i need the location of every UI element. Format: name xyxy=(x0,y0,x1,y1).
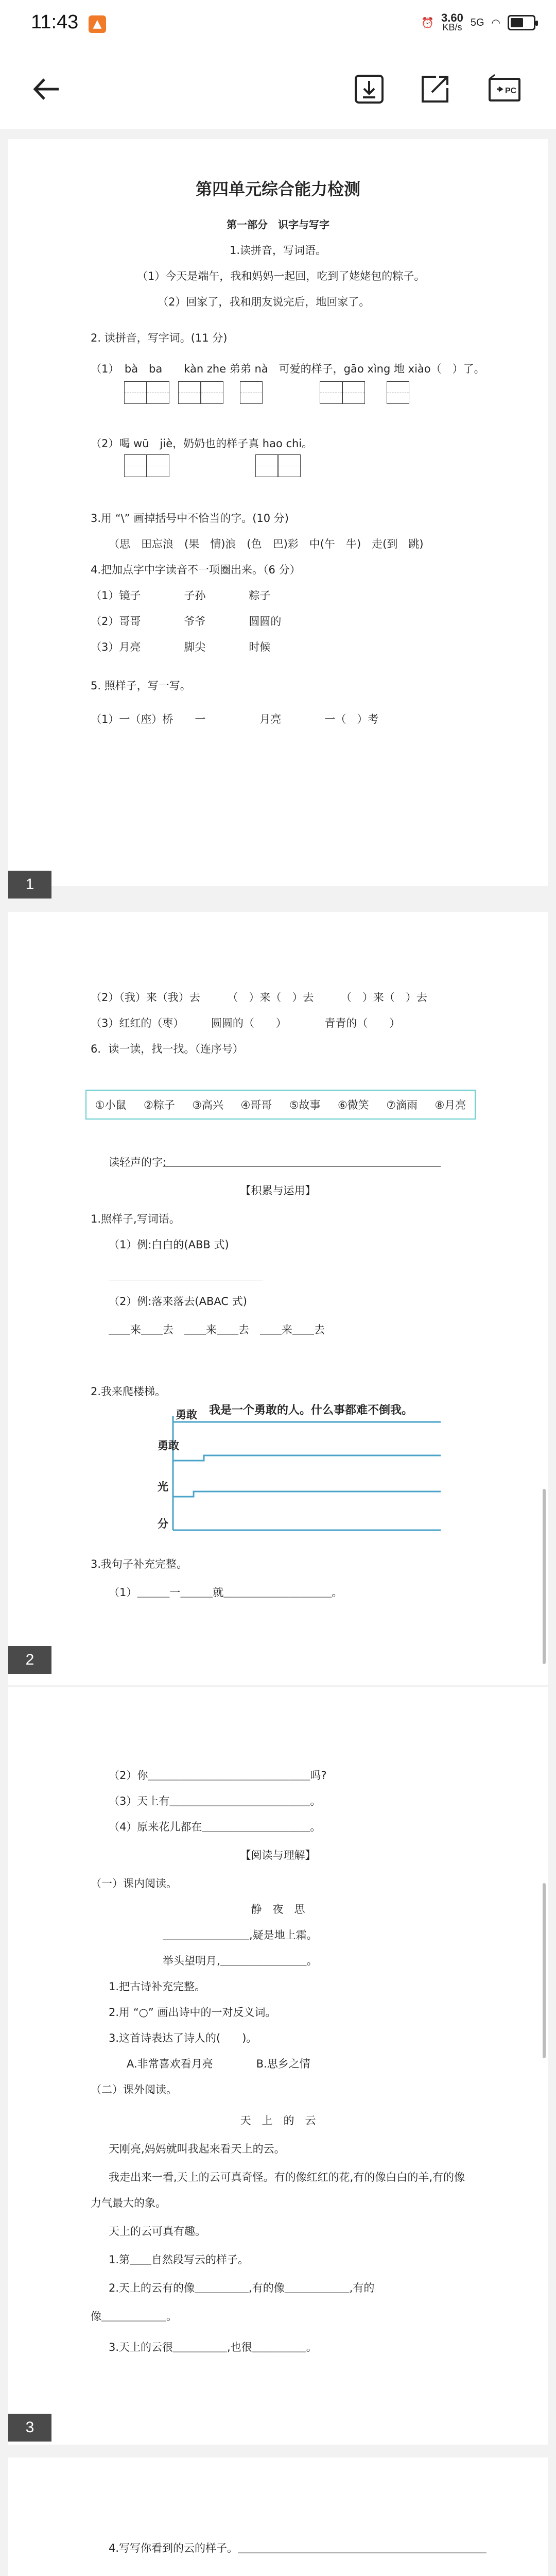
writing-grid[interactable] xyxy=(240,381,263,404)
choice-item[interactable]: ⑧月亮 xyxy=(435,1099,466,1111)
download-icon[interactable] xyxy=(346,66,392,112)
question-text: （一）课内阅读。 xyxy=(91,1877,177,1890)
document-page-1 xyxy=(8,139,548,886)
stair-word: 光 xyxy=(158,1481,168,1493)
choice-item[interactable]: ③高兴 xyxy=(192,1099,224,1111)
page-number-badge: 1 xyxy=(8,871,51,899)
writing-grid[interactable] xyxy=(320,381,365,404)
question-text: （2）你＿＿＿＿＿＿＿＿＿＿＿＿＿＿＿吗? xyxy=(109,1769,327,1782)
writing-grid[interactable] xyxy=(178,381,223,404)
document-page-2 xyxy=(8,912,548,1685)
svg-text:PC: PC xyxy=(505,87,517,95)
story-text: 天刚亮,妈妈就叫我起来看天上的云。 xyxy=(109,2143,285,2155)
notification-icon: ▲ xyxy=(89,15,106,33)
question-text: （2）喝 wū jiè，奶奶也的样子真 hao chi。 xyxy=(91,437,313,450)
question-text: （3）天上有＿＿＿＿＿＿＿＿＿＿＿＿＿。 xyxy=(109,1795,321,1807)
question-text: 4.把加点字中字读音不一项圈出来。（6 分） xyxy=(91,564,301,576)
net-speed: 3.60 KB/s xyxy=(441,11,463,32)
alarm-icon: ⏰ xyxy=(421,17,435,29)
status-bar xyxy=(0,0,556,52)
stair-word: 勇敢 xyxy=(176,1409,197,1421)
question-text: （1）今天是端午，我和妈妈一起回，吃到了姥姥包的粽子。 xyxy=(137,270,425,282)
choice-item[interactable]: ①小鼠 xyxy=(95,1099,127,1111)
choice-item[interactable]: ④哥哥 xyxy=(240,1099,272,1111)
page-number-badge: 2 xyxy=(8,1646,51,1674)
document-page-3 xyxy=(8,1687,548,2445)
writing-grid[interactable] xyxy=(124,381,169,404)
status-time: 11:43 xyxy=(31,11,79,33)
question-text: （二）课外阅读。 xyxy=(91,2083,177,2096)
wifi-icon: ◠ xyxy=(491,17,500,29)
question-text: （1）例:白白的(ABB 式) xyxy=(109,1239,229,1251)
share-icon[interactable] xyxy=(412,66,458,112)
question-text: 4.写写你看到的云的样子。＿＿＿＿＿＿＿＿＿＿＿＿＿＿＿＿＿＿＿＿＿＿＿ xyxy=(109,2542,487,2554)
question-text: 像＿＿＿＿＿＿。 xyxy=(91,2310,177,2323)
answer-line[interactable] xyxy=(163,1166,441,1167)
section-heading: 【积累与运用】 xyxy=(240,1184,316,1197)
question-text: 3.我句子补充完整。 xyxy=(91,1558,188,1570)
question-text: 读轻声的字: xyxy=(109,1156,167,1168)
page-number-badge: 3 xyxy=(8,2414,51,2442)
question-text: 1.照样子,写词语。 xyxy=(91,1213,180,1225)
question-text: 3.天上的云很＿＿＿＿＿,也很＿＿＿＿＿。 xyxy=(109,2341,317,2353)
stair-diagram xyxy=(132,1401,441,1535)
choice-item[interactable]: ⑤故事 xyxy=(289,1099,321,1111)
story-text: 我走出来一看,天上的云可真奇怪。有的像红红的花,有的像白白的羊,有的像 xyxy=(109,2171,465,2183)
page-title: 第四单元综合能力检测 xyxy=(195,179,360,199)
question-text: 3.用 “\” 画掉括号中不恰当的字。(10 分) xyxy=(91,512,289,524)
question-text: （2）例:落来落去(ABAC 式) xyxy=(109,1295,247,1308)
signal-icon: 5G xyxy=(470,16,484,28)
question-text: 6．读一读，找一找。（连序号） xyxy=(91,1043,244,1055)
poem-line: ＿＿＿＿＿＿＿＿,疑是地上霜。 xyxy=(163,1929,318,1941)
question-text: （2）回家了，我和朋友说完后，地回家了。 xyxy=(158,296,370,308)
writing-grid[interactable] xyxy=(255,454,301,477)
choice-item[interactable]: ②粽子 xyxy=(143,1099,175,1111)
document-page-4 xyxy=(8,2458,548,2576)
question-text: 1.第＿＿自然段写云的样子。 xyxy=(109,2253,249,2266)
scrollbar[interactable] xyxy=(543,1489,546,1664)
back-arrow-icon[interactable] xyxy=(23,66,70,112)
choice-item[interactable]: ⑥微笑 xyxy=(337,1099,369,1111)
question-text: 2. 读拼音，写字词。(11 分) xyxy=(91,332,228,344)
question-text: 5. 照样子，写一写。 xyxy=(91,680,191,692)
app-toolbar xyxy=(0,52,556,129)
status-icons xyxy=(421,13,535,32)
question-text: 2.用 “○” 画出诗中的一对反义词。 xyxy=(109,2006,276,2019)
choice-item[interactable]: ⑦滴雨 xyxy=(386,1099,418,1111)
question-text: （思 田忘浪 (果 情)浪 (色 巴)彩 中(午 牛) 走(到 跳) xyxy=(109,538,424,550)
writing-grid[interactable] xyxy=(387,381,409,404)
pc-icon[interactable] xyxy=(481,66,528,112)
question-text: （2）哥哥 爷爷 圆圆的 xyxy=(91,615,282,628)
poem-title: 静 夜 思 xyxy=(251,1903,305,1916)
story-text: 天上的云可真有趣。 xyxy=(109,2225,206,2238)
question-text: A.非常喜欢看月亮 B.思乡之情 xyxy=(127,2058,310,2070)
stair-sentence: 我是一个勇敢的人。什么事都难不倒我。 xyxy=(209,1404,413,1417)
question-text: 1.把古诗补充完整。 xyxy=(109,1980,206,1993)
question-text: （1） bà ba kàn zhe 弟弟 nà 可爱的样子，gāo xìng 地 xiào（ ）了。 xyxy=(91,363,485,375)
word-choice-box xyxy=(85,1090,476,1120)
writing-grid[interactable] xyxy=(124,454,169,477)
question-text: （4）原来花儿都在＿＿＿＿＿＿＿＿＿＿。 xyxy=(109,1821,321,1833)
poem-line: 举头望明月,＿＿＿＿＿＿＿＿。 xyxy=(163,1955,318,1967)
scrollbar[interactable] xyxy=(543,1883,546,2058)
question-text: （3）月亮 脚尖 时候 xyxy=(91,641,271,653)
question-text: （2）（我）来（我）去 （ ）来（ ）去 （ ）来（ ）去 xyxy=(91,991,427,1004)
question-text: 2.我来爬楼梯。 xyxy=(91,1385,166,1398)
question-text: 2.天上的云有的像＿＿＿＿＿,有的像＿＿＿＿＿＿,有的 xyxy=(109,2282,375,2294)
question-text: ＿＿来＿＿去 ＿＿来＿＿去 ＿＿来＿＿去 xyxy=(109,1324,325,1336)
battery-icon xyxy=(508,15,535,30)
question-text: 1.读拼音，写词语。 xyxy=(229,244,327,257)
question-text: （3）红红的（枣） 圆圆的（ ） 青青的（ ） xyxy=(91,1017,401,1029)
question-text: 3.这首诗表达了诗人的( )。 xyxy=(109,2032,257,2044)
question-text: （1）＿＿＿一＿＿＿就＿＿＿＿＿＿＿＿＿＿。 xyxy=(109,1586,343,1599)
section-heading: 第一部分 识字与写字 xyxy=(227,218,329,231)
question-text: （1）一（座）桥 一 月亮 一（ ）考 xyxy=(91,713,379,725)
story-text: 力气最大的象。 xyxy=(91,2197,166,2209)
stair-word: 分 xyxy=(158,1518,168,1530)
stair-word: 勇敢 xyxy=(158,1439,179,1452)
story-title: 天 上 的 云 xyxy=(240,2114,316,2127)
section-heading: 【阅读与理解】 xyxy=(240,1849,316,1861)
question-text: （1）镜子 子孙 粽子 xyxy=(91,589,271,602)
